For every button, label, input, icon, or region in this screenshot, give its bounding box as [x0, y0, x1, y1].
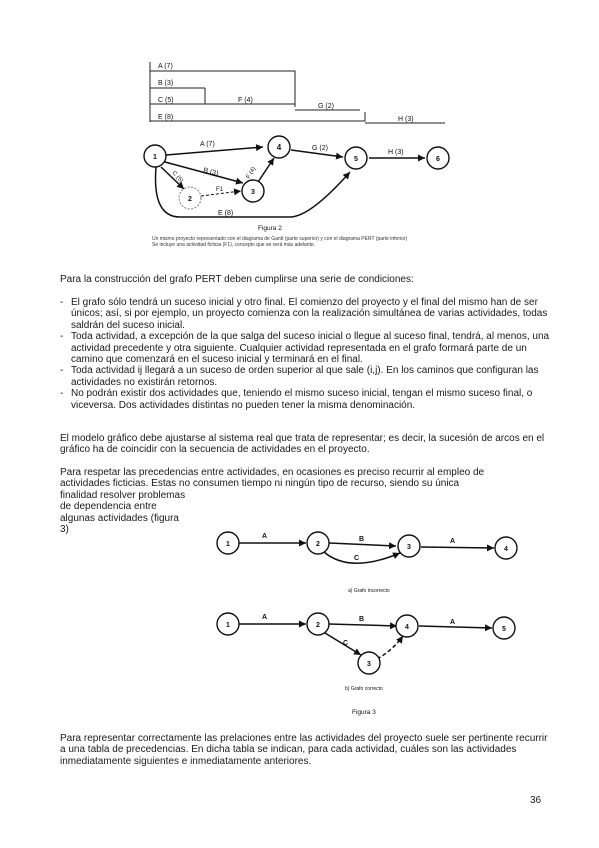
- graph-correct-nodes: [217, 613, 515, 674]
- edge-label-f1: F1: [216, 187, 224, 193]
- ficticias-line: finalidad resolver problemas: [60, 489, 186, 501]
- condition-item: - Toda actividad, a excepción de la que salga del suceso inicial o llegue al suceso final, tendrá, al menos, una actividad precedente y otra siguiente. Cualquier actividad representada en el grafo formará parte de un camino que comenzará en el suceso inicial y terminará en el final.: [60, 331, 550, 365]
- figure-2-label: Figura 2: [258, 225, 282, 232]
- top-node-2: 2: [316, 541, 320, 548]
- gantt-label-g: G (2): [318, 103, 334, 110]
- edge-label-a: A (7): [200, 141, 215, 148]
- condition-item: - El grafo sólo tendrá un suceso inicial y otro final. El comienzo del proyecto y el final del mismo han de ser únicos; así, si por ejemplo, un proyecto comienza con la realización simultánea de varias actividades, todas saldrán del suceso inicial.: [60, 297, 550, 331]
- node-2-label: 2: [188, 196, 192, 203]
- gantt-label-e: E (8): [158, 114, 174, 121]
- graph-correct-caption: b) Grafo correcto: [345, 686, 383, 692]
- intro-paragraph: Para la construcción del grafo PERT deben cumplirse una serie de condiciones:: [60, 274, 414, 285]
- ficticias-line: actividades ficticias. Estas no consumen tiempo ni ningún tipo de recurso, siendo su única: [60, 478, 460, 490]
- gantt-label-h: H (3): [398, 116, 414, 123]
- figure-3-label: Figura 3: [352, 709, 376, 716]
- page-number: 36: [530, 795, 542, 806]
- figure-2-caption-line-2: Se incluye una actividad ficticia (F1), concepto que se verá más adelante.: [152, 242, 316, 248]
- edge-label-g: G (2): [312, 145, 328, 152]
- edge-label-h: H (3): [388, 149, 404, 156]
- modelo-paragraph: El modelo gráfico debe ajustarse al sistema real que trata de representar; es decir, la sucesión de arcos en el gráfico ha de coincidir con la secuencia de actividades en el proyecto.: [60, 433, 545, 456]
- top-label-a: A: [262, 533, 268, 540]
- top-label-a2: A: [450, 538, 456, 545]
- bottom-node-5: 5: [502, 626, 506, 633]
- gantt-label-c: C (5): [158, 97, 174, 104]
- top-node-4: 4: [504, 546, 508, 553]
- top-node-3: 3: [407, 544, 411, 551]
- top-label-c: C: [354, 555, 360, 562]
- edge-label-e: E (8): [218, 210, 234, 217]
- condition-item: - No podrán existir dos actividades que, teniendo el mismo suceso inicial, tengan el mismo suceso final, o viceversa. Dos actividades distintas no pueden tener la misma denominación.: [60, 388, 550, 411]
- edge-label-c: C (5): [170, 170, 184, 185]
- bottom-node-3: 3: [367, 661, 371, 668]
- gantt-label-b: B (3): [158, 80, 174, 87]
- top-node-1: 1: [226, 541, 230, 548]
- graph-incorrect-caption: a) Grafo incorrecto: [348, 588, 390, 594]
- node-4-label: 4: [276, 143, 282, 152]
- ficticias-line: algunas actividades (figura: [60, 512, 179, 524]
- gantt-label-a: A (7): [158, 63, 173, 70]
- ficticias-line: Para respetar las precedencias entre actividades, en ocasiones es preciso recurrir al empleo de: [60, 467, 485, 478]
- ficticias-line: 3): [60, 524, 69, 536]
- node-5-label: 5: [354, 156, 358, 163]
- bottom-label-b: B: [359, 616, 365, 623]
- node-3-label: 3: [251, 189, 255, 196]
- condition-item: - Toda actividad ij llegará a un suceso de orden superior al que sale (i,j). En los caminos que configuran las actividades no existirán retornos.: [60, 365, 550, 388]
- gantt-label-f: F (4): [238, 97, 253, 104]
- edge-label-b: B (3): [202, 167, 219, 178]
- bottom-label-a: A: [262, 614, 268, 621]
- ficticias-line: de dependencia entre: [60, 501, 157, 513]
- bottom-node-2: 2: [316, 622, 320, 629]
- bottom-node-1: 1: [226, 622, 230, 629]
- bottom-node-4: 4: [405, 624, 409, 631]
- prelaciones-paragraph: Para representar correctamente las prelaciones entre las actividades del proyecto suele ser pertinente recurrir a una tabla de precedencias. En dicha tabla se indican, para cada actividad, cuáles son las actividades inmediatamente siguientes e inmediatamente anteriores.: [60, 733, 548, 767]
- figure-2-caption-line-1: Un mismo proyecto representado con el diagrama de Gantt (parte superior) y con el diagrama PERT (parte inferior): [152, 236, 408, 242]
- graph-incorrect: [239, 543, 494, 563]
- bottom-label-a2: A: [450, 619, 456, 626]
- edge-label-f: F (4): [245, 166, 258, 181]
- node-1-label: 1: [153, 154, 157, 161]
- top-label-b: B: [359, 536, 365, 543]
- bottom-label-c: C: [343, 640, 349, 647]
- node-6-label: 6: [436, 156, 440, 163]
